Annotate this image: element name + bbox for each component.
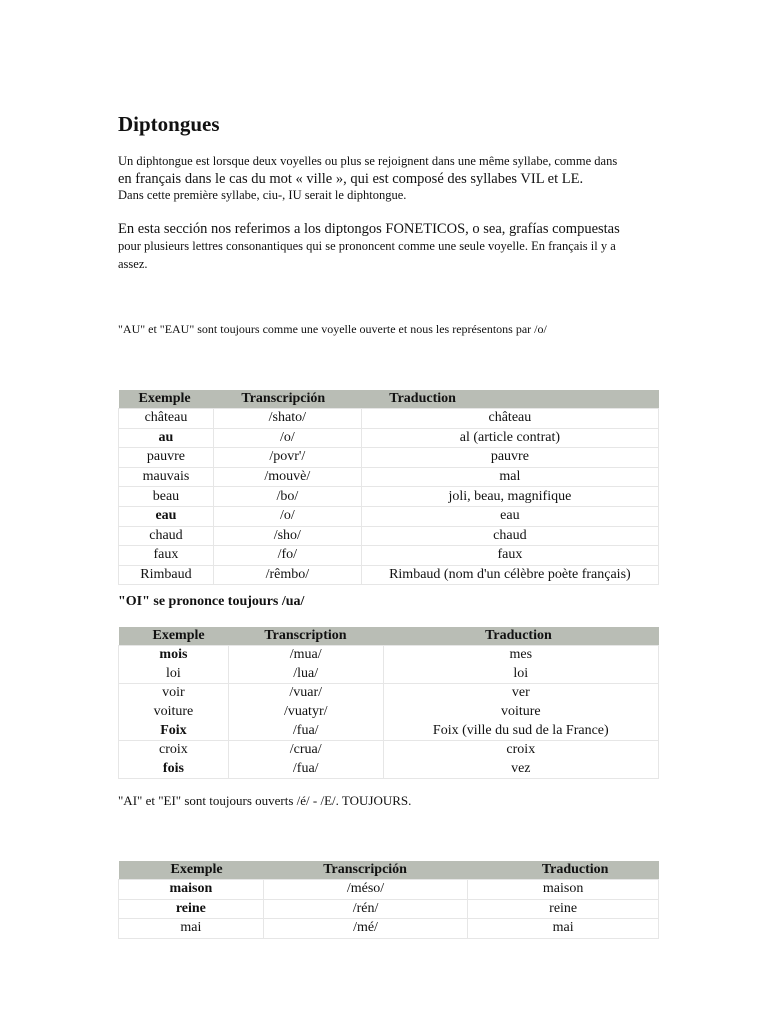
table-header-row <box>119 390 659 409</box>
cell-transcription: /fua/ <box>228 760 383 779</box>
cell-exemple: beau <box>119 487 214 507</box>
cell-exemple: Rimbaud <box>119 565 214 585</box>
cell-transcription: /vuatyr/ <box>228 703 383 722</box>
cell-traduction: joli, beau, magnifique <box>361 487 658 507</box>
cell-transcription: /rén/ <box>263 899 468 919</box>
cell-exemple: maison <box>119 880 264 900</box>
header-traduction: Traduction <box>361 390 658 409</box>
cell-transcription: /crua/ <box>228 740 383 759</box>
intro-line-3: Dans cette première syllabe, ciu-, IU serait le diphtongue. <box>118 188 407 202</box>
cell-transcription: /sho/ <box>213 526 361 546</box>
cell-traduction: al (article contrat) <box>361 428 658 448</box>
table-header-row <box>119 627 659 646</box>
cell-traduction: château <box>361 409 658 429</box>
table-row <box>119 760 659 779</box>
cell-transcription: /o/ <box>213 506 361 526</box>
cell-exemple: voir <box>119 684 229 703</box>
cell-exemple: mois <box>119 646 229 665</box>
cell-traduction: voiture <box>383 703 658 722</box>
table-row <box>119 565 659 585</box>
cell-transcription: /mé/ <box>263 919 468 939</box>
cell-exemple: chaud <box>119 526 214 546</box>
table-row <box>119 665 659 684</box>
para2-line-1: En esta sección nos referimos a los diptongos FONETICOS, o sea, grafías compuestas <box>118 221 620 237</box>
header-traduction: Traduction <box>383 627 658 646</box>
table-row <box>119 721 659 740</box>
cell-exemple: eau <box>119 506 214 526</box>
cell-transcription: /mua/ <box>228 646 383 665</box>
cell-transcription: /bo/ <box>213 487 361 507</box>
cell-transcription: /méso/ <box>263 880 468 900</box>
para2-line-2: pour plusieurs lettres consonantiques qui se prononcent comme une seule voyelle. En français il y a <box>118 239 616 253</box>
table-row <box>119 899 659 919</box>
table-row <box>119 919 659 939</box>
page-title: Diptongues <box>118 112 220 136</box>
cell-transcription: /lua/ <box>228 665 383 684</box>
cell-exemple: mai <box>119 919 264 939</box>
cell-transcription: /fua/ <box>228 721 383 740</box>
cell-transcription: /rêmbo/ <box>213 565 361 585</box>
cell-transcription: /vuar/ <box>228 684 383 703</box>
table-row <box>119 684 659 703</box>
cell-exemple: faux <box>119 546 214 566</box>
cell-traduction: mai <box>468 919 659 939</box>
table-row <box>119 487 659 507</box>
cell-traduction: maison <box>468 880 659 900</box>
au-eau-table <box>118 390 659 585</box>
table-row <box>119 703 659 722</box>
cell-exemple: loi <box>119 665 229 684</box>
header-exemple: Exemple <box>119 861 264 880</box>
cell-traduction: Foix (ville du sud de la France) <box>383 721 658 740</box>
cell-exemple: Foix <box>119 721 229 740</box>
cell-transcription: /povr'/ <box>213 448 361 468</box>
cell-exemple: château <box>119 409 214 429</box>
table-row <box>119 526 659 546</box>
table-row <box>119 506 659 526</box>
table-row <box>119 546 659 566</box>
cell-traduction: chaud <box>361 526 658 546</box>
header-transcription: Transcription <box>228 627 383 646</box>
cell-traduction: eau <box>361 506 658 526</box>
cell-traduction: mes <box>383 646 658 665</box>
ai-ei-table <box>118 861 659 939</box>
cell-traduction: pauvre <box>361 448 658 468</box>
ai-note: "AI" et "EI" sont toujours ouverts /é/ - /E/. TOUJOURS. <box>118 793 412 808</box>
cell-transcription: /shato/ <box>213 409 361 429</box>
header-exemple: Exemple <box>119 390 214 409</box>
cell-exemple: voiture <box>119 703 229 722</box>
cell-exemple: fois <box>119 760 229 779</box>
table-row <box>119 409 659 429</box>
table-row <box>119 646 659 665</box>
cell-traduction: loi <box>383 665 658 684</box>
header-transcripcion: Transcripción <box>263 861 468 880</box>
cell-transcription: /o/ <box>213 428 361 448</box>
header-traduction: Traduction <box>468 861 659 880</box>
cell-exemple: au <box>119 428 214 448</box>
cell-traduction: Rimbaud (nom d'un célèbre poète français) <box>361 565 658 585</box>
oi-table <box>118 627 659 779</box>
cell-traduction: mal <box>361 467 658 487</box>
header-exemple: Exemple <box>119 627 229 646</box>
cell-transcription: /fo/ <box>213 546 361 566</box>
cell-transcription: /mouvè/ <box>213 467 361 487</box>
table-row <box>119 428 659 448</box>
au-note: "AU" et "EAU" sont toujours comme une voyelle ouverte et nous les représentons par /o/ <box>118 322 547 336</box>
table-header-row <box>119 861 659 880</box>
para2-line-3: assez. <box>118 257 148 271</box>
cell-traduction: reine <box>468 899 659 919</box>
oi-heading: "OI" se prononce toujours /ua/ <box>118 594 305 609</box>
cell-traduction: vez <box>383 760 658 779</box>
table-row <box>119 467 659 487</box>
table-row <box>119 448 659 468</box>
cell-exemple: croix <box>119 740 229 759</box>
cell-traduction: ver <box>383 684 658 703</box>
table-row <box>119 880 659 900</box>
intro-line-2: en français dans le cas du mot « ville », qui est composé des syllabes VIL et LE. <box>118 171 584 187</box>
cell-traduction: faux <box>361 546 658 566</box>
intro-line-1: Un diphtongue est lorsque deux voyelles ou plus se rejoignent dans une même syllabe, comme dans <box>118 154 618 168</box>
cell-traduction: croix <box>383 740 658 759</box>
cell-exemple: mauvais <box>119 467 214 487</box>
cell-exemple: pauvre <box>119 448 214 468</box>
header-transcripcion: Transcripción <box>213 390 361 409</box>
table-row <box>119 740 659 759</box>
cell-exemple: reine <box>119 899 264 919</box>
